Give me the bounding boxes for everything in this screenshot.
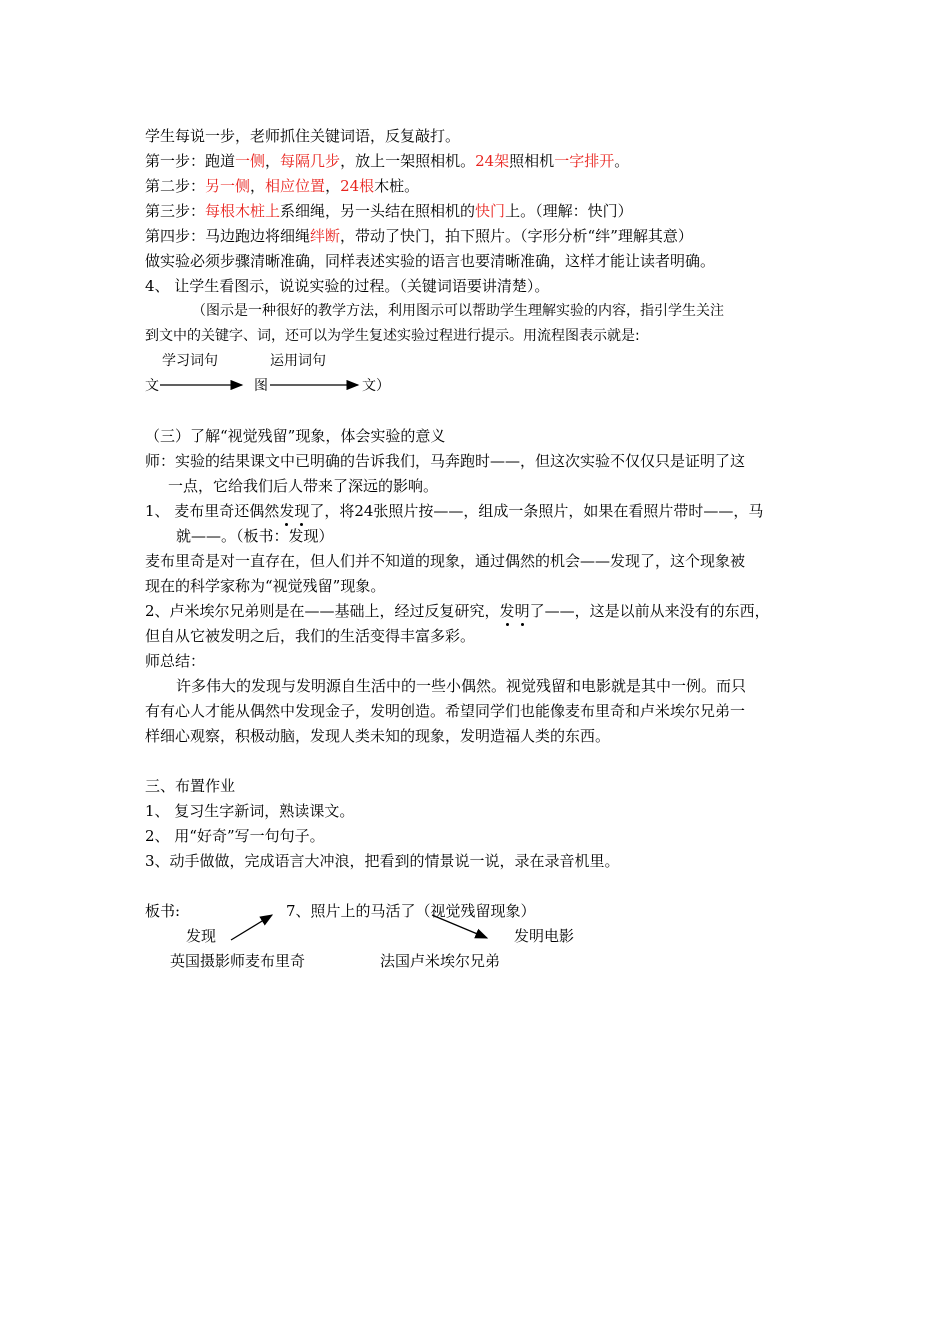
keyword: 绊断 [310, 227, 341, 245]
step-text: 上。（理解：快门） [505, 202, 633, 220]
step-text: ， [250, 177, 266, 195]
step-text: 第二步： [145, 177, 206, 195]
blackboard-discovery: 发现 [186, 927, 217, 945]
discovery-arrow-icon [231, 915, 272, 940]
blackboard-title: 7、照片上的马活了（视觉残留现象） [286, 902, 536, 920]
flow-label-apply: 运用词句 [270, 353, 326, 369]
step-text: 第四步：马边跑边将细绳 [145, 227, 311, 245]
point-text: 2、卢米埃尔兄弟则是在——基础上，经过反复研究， [145, 602, 500, 620]
step-text: ， [265, 152, 281, 170]
keyword: 另一侧 [205, 177, 251, 195]
keyword: 每隔几步 [280, 152, 341, 170]
flow-node-text: 文 [145, 378, 159, 394]
paragraph-line: （图示是一种很好的教学方法，利用图示可以帮助学生理解实验的内容，指引学生关注 [192, 303, 724, 319]
blackboard-muybridge: 英国摄影师麦布里奇 [170, 952, 306, 970]
summary-label: 师总结： [145, 652, 206, 670]
keyword: 一侧 [235, 152, 266, 170]
keyword: 快门 [475, 202, 506, 220]
paragraph-line: 麦布里奇是对一直存在，但人们并不知道的现象，通过偶然的机会——发现了，这个现象被 [145, 552, 746, 570]
point-text: 1、 麦布里奇还偶然 [145, 502, 280, 520]
flow-node-text-end: 文） [362, 378, 390, 394]
paragraph-line: 就——。（板书：发现） [176, 527, 334, 545]
paragraph-line: 许多伟大的发现与发明源自生活中的一些小偶然。视觉残留和电影就是其中一例。而只 [176, 677, 747, 695]
emphasis-char: 发 [279, 502, 295, 520]
paragraph-line: 现在的科学家称为“视觉残留”现象。 [145, 577, 386, 595]
paragraph-line: 做实验必须步骤清晰准确，同样表述实验的语言也要清晰准确，这样才能让读者明确。 [145, 252, 716, 270]
paragraph-line: 师：实验的结果课文中已明确的告诉我们，马奔跑时——，但这次实验不仅仅只是证明了这 [145, 452, 746, 470]
invention-arrow-icon [432, 915, 487, 938]
step-text: ， [325, 177, 341, 195]
paragraph-line: 一点，它给我们后人带来了深远的影响。 [168, 477, 439, 495]
paragraph-line: 到文中的关键字、词，还可以为学生复述实验过程进行提示。用流程图表示就是: [145, 328, 640, 344]
step-text: 。 [614, 152, 630, 170]
blackboard-invention: 发明电影 [514, 927, 575, 945]
homework-item: 1、 复习生字新词，熟读课文。 [145, 802, 355, 820]
section-heading: （三）了解“视觉残留”现象，体会实验的意义 [145, 427, 446, 445]
blackboard-lumiere: 法国卢米埃尔兄弟 [380, 952, 501, 970]
step-text: 木桩。 [374, 177, 420, 195]
keyword: 24架 [475, 152, 510, 170]
step-text: ，带动了快门，拍下照片。（字形分析“绊”理解其意） [340, 227, 693, 245]
homework-heading: 三、布置作业 [145, 777, 236, 795]
keyword: 24根 [340, 177, 375, 195]
point-text: 了，将24张照片按——，组成一条照片，如果在看照片带时——，马 [309, 502, 764, 520]
step-text: 照相机 [509, 152, 555, 170]
paragraph-line: 但自从它被发明之后，我们的生活变得丰富多彩。 [145, 627, 476, 645]
emphasis-char: 现 [294, 502, 310, 520]
intro-line: 学生每说一步，老师抓住关键词语，反复敲打。 [145, 127, 461, 145]
homework-item: 3、动手做做，完成语言大冲浪，把看到的情景说一说，录在录音机里。 [145, 852, 620, 870]
point-text: 了——，这是以前从来没有的东西， [529, 602, 770, 620]
step-text: 第三步： [145, 202, 206, 220]
emphasis-char: 发 [499, 602, 515, 620]
paragraph-line: 有有心人才能从偶然中发现金子，发明创造。希望同学们也能像麦布里奇和卢米埃尔兄弟一 [145, 702, 746, 720]
emphasis-char: 明 [514, 602, 530, 620]
homework-item: 2、 用“好奇”写一句句子。 [145, 827, 325, 845]
keyword: 一字排开 [554, 152, 615, 170]
flow-label-learn: 学习词句 [162, 353, 218, 369]
blackboard-label: 板书: [145, 902, 181, 920]
paragraph-line: 样细心观察，积极动脑，发现人类未知的现象，发明造福人类的东西。 [145, 727, 611, 745]
step-text: 系细绳，另一头结在照相机的 [280, 202, 476, 220]
step-text: 第一步：跑道 [145, 152, 236, 170]
paragraph-line: 4、 让学生看图示，说说实验的过程。（关键词语要讲清楚）。 [145, 277, 550, 295]
step-text: ，放上一架照相机。 [340, 152, 476, 170]
flow-node-picture: 图 [254, 378, 268, 394]
keyword: 每根木桩上 [205, 202, 281, 220]
keyword: 相应位置 [265, 177, 326, 195]
